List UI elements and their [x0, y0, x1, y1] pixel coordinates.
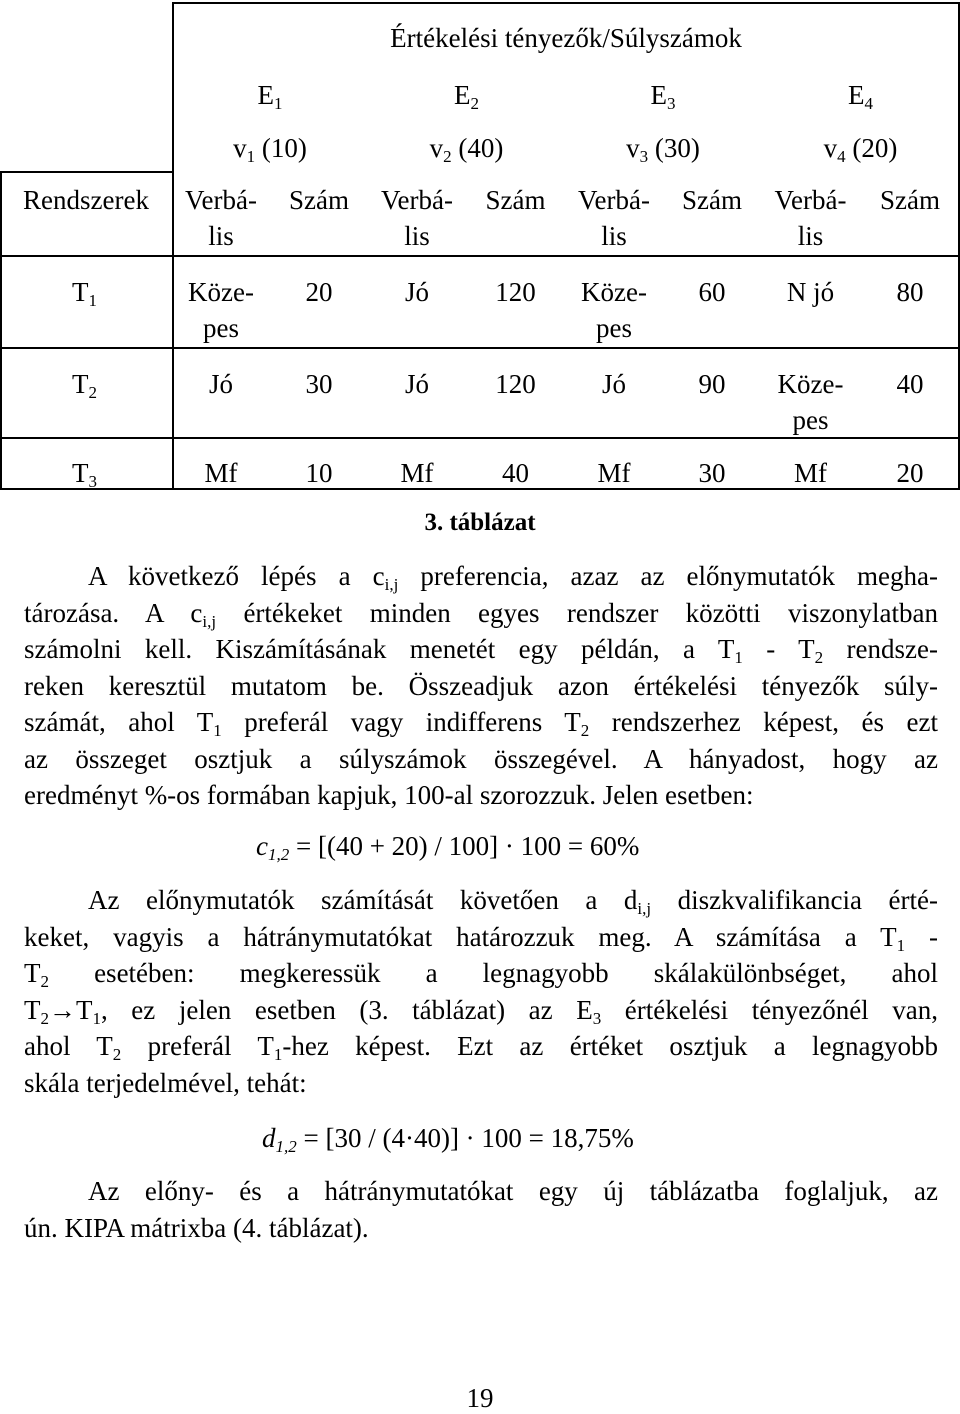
p3-line-1: Az előny- és a hátránymutatókat egy új táblázatba foglaljuk, az	[88, 1176, 938, 1206]
weight-label-2: $v_2$ (40)	[429, 133, 504, 166]
rows-top-border	[0, 171, 172, 173]
p2-line-3: $T_2$ esetében: megkeressük a legnagyobb skálakülönbséget, ahol	[24, 958, 938, 991]
p2-line-5: ahol $T_2$ preferál $T_1$-hez képest. Ezt az értéket osztjuk a legnagyobb	[24, 1031, 938, 1064]
table-cell: Jó	[404, 369, 429, 399]
table-cell: Mf	[400, 458, 434, 488]
p1-line-2: tározása. A $c_{i,j}$ értékeket minden egyes rendszer közötti viszonylatban	[24, 597, 938, 631]
column-header-number: Szám	[485, 185, 546, 215]
weight-label-4: $v_4$ (20)	[823, 133, 898, 166]
column-header-number: Szám	[880, 185, 940, 215]
table-cell: Mf	[204, 458, 238, 488]
page-number: 19	[466, 1383, 494, 1413]
table-cell: 20	[896, 458, 924, 488]
table-cell: Köze- pes	[581, 277, 647, 343]
evaluation-table	[0, 0, 960, 490]
formula-d12: $d_{1,2} = [30 / (4\cdot 40)] \cdot 100 = 18,75\%$	[262, 1123, 634, 1156]
column-header-number: Szám	[289, 185, 349, 215]
table-cell: Mf	[597, 458, 631, 488]
table-caption: 3. táblázat	[424, 509, 536, 536]
p1-line-3: számolni kell. Kiszámításának menetét egy példán, a $T_1 - T_2$ rendsze-	[24, 634, 938, 667]
paragraph-3	[24, 1173, 938, 1246]
column-header-verbal: Verbá- lis	[578, 185, 650, 251]
table-cell: 30	[698, 458, 726, 488]
table-cell: Köze- pes	[188, 277, 254, 343]
factor-label-4: $E_4$	[848, 80, 873, 113]
p1-line-4: reken keresztül mutatom be. Összeadjuk azon értékelési tényezők súly-	[24, 670, 938, 701]
table-left-border	[0, 171, 2, 490]
p2-line-6: skála terjedelmével, tehát:	[24, 1067, 307, 1098]
table-top-border	[172, 2, 960, 4]
p1-line-6: az összeget osztjuk a súlyszámok összegével. A hányadost, hogy az	[24, 743, 938, 774]
table-cell: 20	[305, 277, 333, 307]
table-cell: 80	[896, 277, 924, 307]
table-cell: Jó	[404, 277, 429, 307]
column-header-number: Szám	[682, 185, 742, 215]
right-arrow-icon: →	[49, 994, 76, 1025]
column-header-verbal: Verbá- lis	[774, 185, 847, 251]
table-cell: N jó	[786, 277, 835, 307]
p2-line-4: $T_2\to T_1$, ez jelen esetben (3. táblázat) az $E_3$ értékelési tényezőnél van,	[24, 994, 938, 1028]
factor-label-1: $E_1$	[257, 80, 283, 113]
weight-label-3: $v_3$ (30)	[626, 133, 700, 166]
table-cell: Köze- pes	[777, 369, 844, 435]
table-cell: 120	[495, 369, 536, 399]
row-divider-1	[0, 255, 960, 257]
row-label-t3: $T_3$	[72, 458, 97, 491]
table-cell: 40	[896, 369, 924, 399]
table-cell: 90	[698, 369, 726, 399]
column-header-verbal: Verbá- lis	[381, 185, 453, 251]
p2-line-1: Az előnymutatók számítását követően a $d_{i,j}$ diszkvalifikancia érté-	[88, 885, 938, 918]
factor-label-2: $E_2$	[454, 80, 479, 113]
row-label-t1: $T_1$	[72, 277, 97, 310]
weight-label-1: $v_1$ (10)	[233, 133, 307, 166]
p1-line-5: számát, ahol $T_1$ preferál vagy indifferens $T_2$ rendszerhez képest, és ezt	[24, 707, 938, 740]
table-cell: 60	[698, 277, 726, 307]
p1-line-1: A következő lépés a $c_{i,j}$ preferencia, azaz az előnymutatók megha-	[88, 561, 939, 594]
table-cell: 120	[495, 277, 536, 307]
factor-label-3: $E_3$	[650, 80, 676, 113]
table-cell: 30	[305, 369, 333, 399]
table-cell: 10	[305, 458, 333, 488]
paragraph-1	[24, 558, 938, 814]
row-divider-2	[0, 347, 960, 349]
table-cell: Jó	[601, 369, 626, 399]
table-header-title: Értékelési tényezők/Súlyszámok	[390, 23, 742, 53]
table-cell: 40	[502, 458, 529, 488]
p3-line-2: ún. KIPA mátrixba (4. táblázat).	[24, 1212, 369, 1243]
column-header-verbal: Verbá- lis	[185, 185, 257, 251]
p1-line-7: eredményt %-os formában kapjuk, 100-al szorozzuk. Jelen esetben:	[24, 780, 754, 810]
table-cell: Jó	[208, 369, 233, 399]
row-label-t2: $T_2$	[72, 369, 97, 402]
paragraph-2	[24, 882, 938, 1101]
row-header-label: Rendszerek	[23, 185, 149, 215]
table-cell: Mf	[794, 458, 827, 488]
p2-line-2: keket, vagyis a hátránymutatókat határozzuk meg. A számítása a $T_1$ -	[24, 921, 938, 955]
formula-c12: $c_{1,2} = [(40 + 20) / 100] \cdot 100 = 60\%$	[256, 831, 640, 864]
